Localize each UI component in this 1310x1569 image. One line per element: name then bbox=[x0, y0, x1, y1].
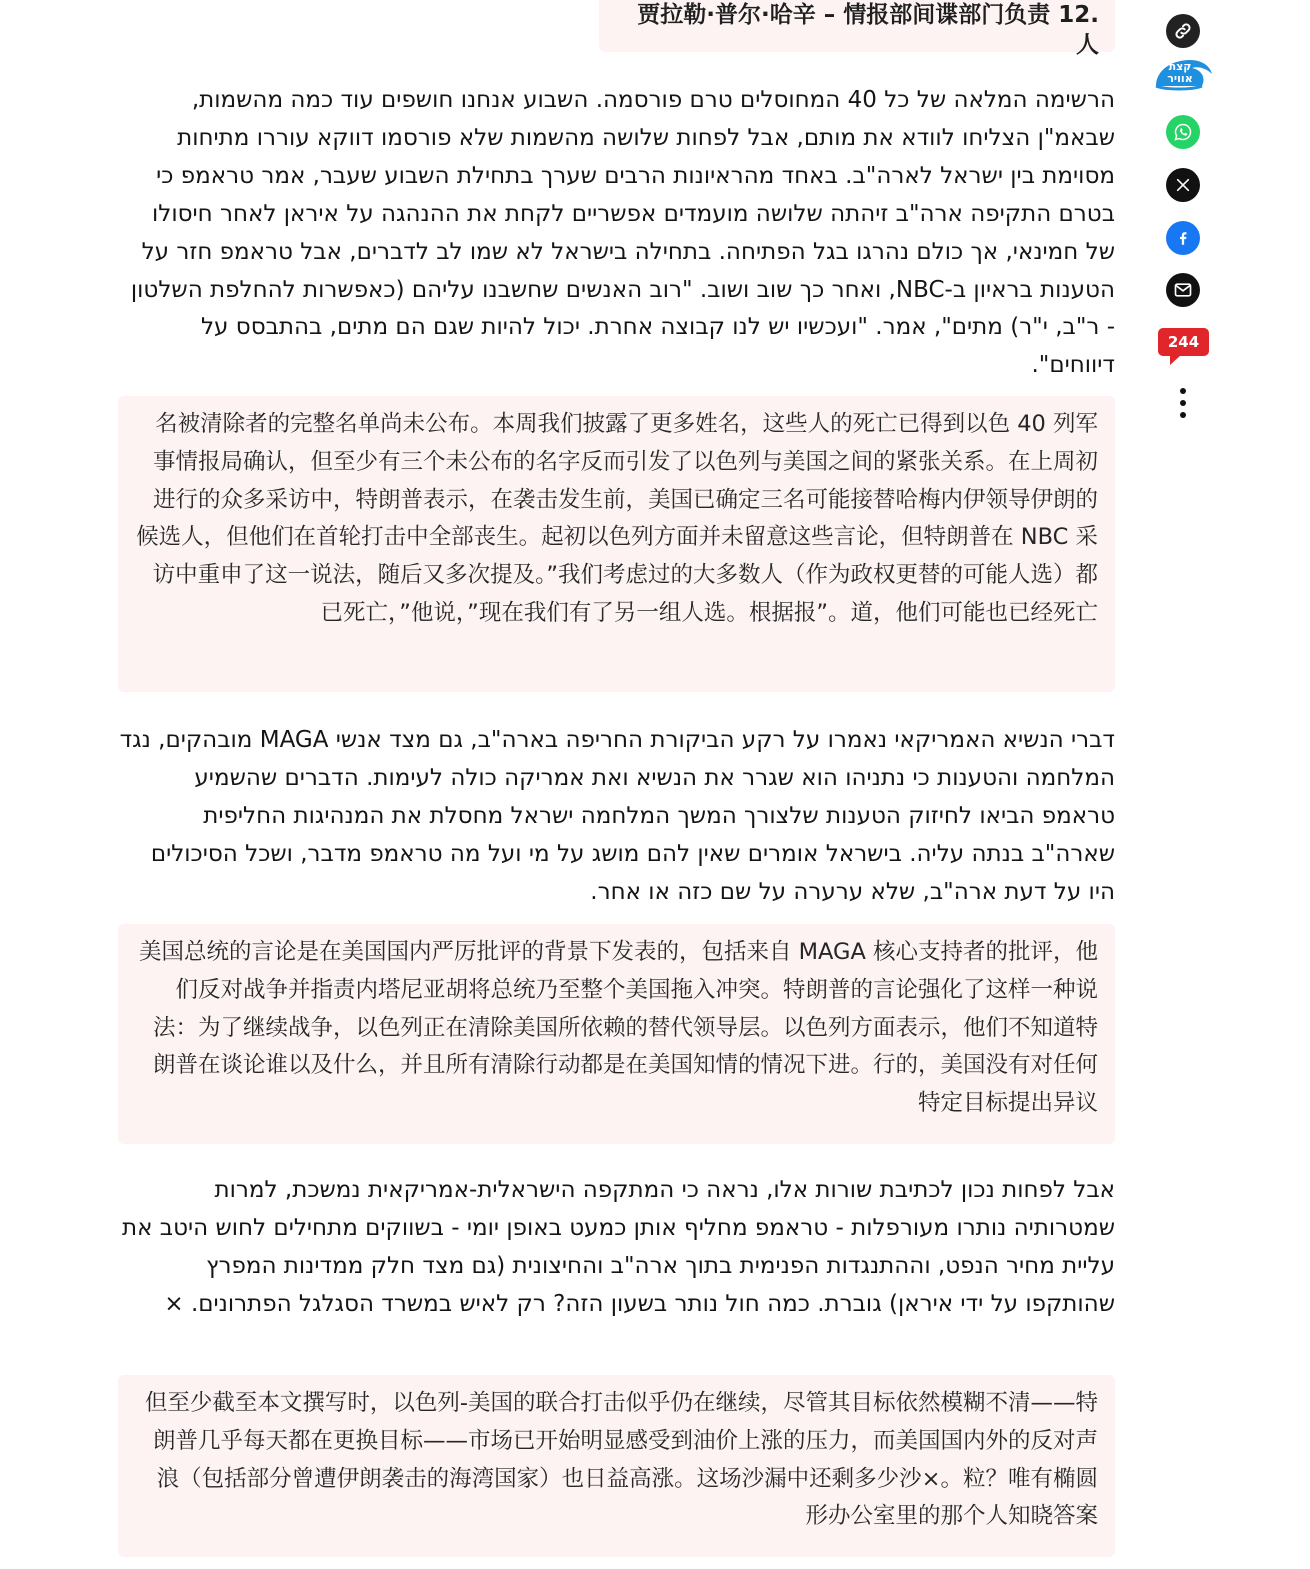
brand-logo-text: קצת אוויר bbox=[1167, 60, 1193, 85]
facebook-icon bbox=[1174, 229, 1192, 247]
hebrew-paragraph-2: דברי הנשיא האמריקאי נאמרו על רקע הביקורת החריפה בארה"ב, גם מצד אנשי MAGA מובהקים, נגד המלחמה והטענות כי נתניהו הוא שגרר את הנשיא ואת אמריקה כולה לעימות. הדברים שהשמיע טראמפ הביאו לחיזוק הטענות שלצורך המשך המלחמה ישראל מחסלת את המנהיגות החליפית שארה"ב בנתה עליה. בישראל אומרים שאין להם מושג על מי ועל מה טראמפ מדבר, ושכל הסיכולים היו על דעת ארה"ב, שלא ערערה על שם כזה או אחר. bbox=[119, 727, 1115, 905]
email-share-button[interactable] bbox=[1166, 273, 1200, 307]
comments-count: 244 bbox=[1167, 333, 1200, 351]
hebrew-paragraph-3: אבל לפחות נכון לכתיבת שורות אלו, נראה כי המתקפה הישראלית-אמריקאית נמשכת, למרות שמטרותיה נותרו מעורפלות - טראמפ מחליף אותן כמעט באופן יומי - בשווקים מתחילים לחוש היטב את עליית מחיר הנפט, וההתנגדות הפנימית בתוך ארה"ב והחיצונית (גם מצד חלק ממדינות המפרץ שהותקפו על ידי איראן) גוברת. כמה חול נותר בשעון הזה? רק לאיש במשרד הסגלגל הפתרונים. × bbox=[121, 1177, 1115, 1317]
translation-text-3: 但至少截至本文撰写时，以色列-美国的联合打击似乎仍在继续，尽管其目标依然模糊不清——特朗普几乎每天都在更换目标——市场已开始明显感受到油价上涨的压力，而美国国内外的反对声浪（包括部分曾遭伊朗袭击的海湾国家）也日益高涨。这场沙漏中还剩多少沙×。粒？唯有椭圆形办公室里的那个人知晓答案 bbox=[144, 1390, 1098, 1530]
email-icon bbox=[1173, 280, 1193, 300]
whatsapp-share-button[interactable] bbox=[1166, 115, 1200, 149]
brand-logo[interactable] bbox=[1152, 56, 1214, 92]
more-icon bbox=[1180, 388, 1186, 394]
more-options-button[interactable] bbox=[1178, 386, 1188, 420]
hebrew-paragraph-1: הרשימה המלאה של כל 40 המחוסלים טרם פורסמה. השבוע אנחנו חושפים עוד כמה מהשמות, שבאמ"ן הצליחו לוודא את מותם, אבל לפחות שלושה מהשמות שלא פורסמו דווקא עוררו מתיחות מסוימת בין ישראל לארה"ב. באחד מהראיונות הרבים שערך בתחילת השבוע שעבר, אמר טראמפ כי בטרם התקיפה ארה"ב זיהתה שלושה מועמדים אפשריים לקחת את ההנהגה על איראן לאחר חיסולו של חמינאי, אך כולם נהרגו בגל הפתיחה. בתחילה בישראל לא שמו לב לדברים, אבל טראמפ חזר על הטענות בראיון ב-NBC, ואחר כך שוב ושוב. "רוב האנשים שחשבנו עליהם (כאפשרות להחלפת השלטון - ר"ב, י"ר) מתים", אמר. "ועכשיו יש לנו קבוצה אחרת. יכול להיות שגם הם מתים, בהתבסס על דיווחים". bbox=[130, 87, 1115, 379]
facebook-share-button[interactable] bbox=[1166, 221, 1200, 255]
x-share-button[interactable] bbox=[1166, 168, 1200, 202]
share-rail bbox=[1152, 0, 1216, 440]
more-icon-dot bbox=[1180, 400, 1186, 406]
link-icon bbox=[1173, 21, 1193, 41]
translation-text-1: 名被清除者的完整名单尚未公布。本周我们披露了更多姓名，这些人的死亡已得到以色 40 列军事情报局确认，但至少有三个未公布的名字反而引发了以色列与美国之间的紧张关系。在上周初进行的众多采访中，特朗普表示，在袭击发生前，美国已确定三名可能接替哈梅内伊领导伊朗的候选人，但他们在首轮打击中全部丧生。起初以色列方面并未留意这些言论，但特朗普在 NBC 采访中重申了这一说法，随后又多次提及。”我们考虑过的大多数人（作为政权更替的可能人选）都已死亡，”他说，”现在我们有了另一组人选。根据报”。道，他们可能也已经死亡 bbox=[136, 411, 1098, 626]
translation-box-1 bbox=[118, 396, 1115, 692]
whatsapp-icon bbox=[1173, 122, 1193, 142]
section-heading bbox=[599, 0, 1115, 58]
comments-button[interactable] bbox=[1158, 328, 1209, 356]
translation-box-2 bbox=[118, 924, 1115, 1144]
more-icon-dot bbox=[1180, 412, 1186, 418]
translation-box-3 bbox=[118, 1375, 1115, 1557]
x-icon bbox=[1175, 177, 1191, 193]
section-heading-text: .12 贾拉勒·普尔·哈辛 – 情报部间谍部门负责人 bbox=[637, 2, 1099, 58]
copy-link-button[interactable] bbox=[1166, 14, 1200, 48]
translation-text-2: 美国总统的言论是在美国国内严厉批评的背景下发表的，包括来自 MAGA 核心支持者的批评，他们反对战争并指责内塔尼亚胡将总统乃至整个美国拖入冲突。特朗普的言论强化了这样一种说法：为了继续战争，以色列正在清除美国所依赖的替代领导层。以色列方面表示，他们不知道特朗普在谈论谁以及什么，并且所有清除行动都是在美国知情的情况下进。行的，美国没有对任何特定目标提出异议 bbox=[138, 939, 1098, 1117]
